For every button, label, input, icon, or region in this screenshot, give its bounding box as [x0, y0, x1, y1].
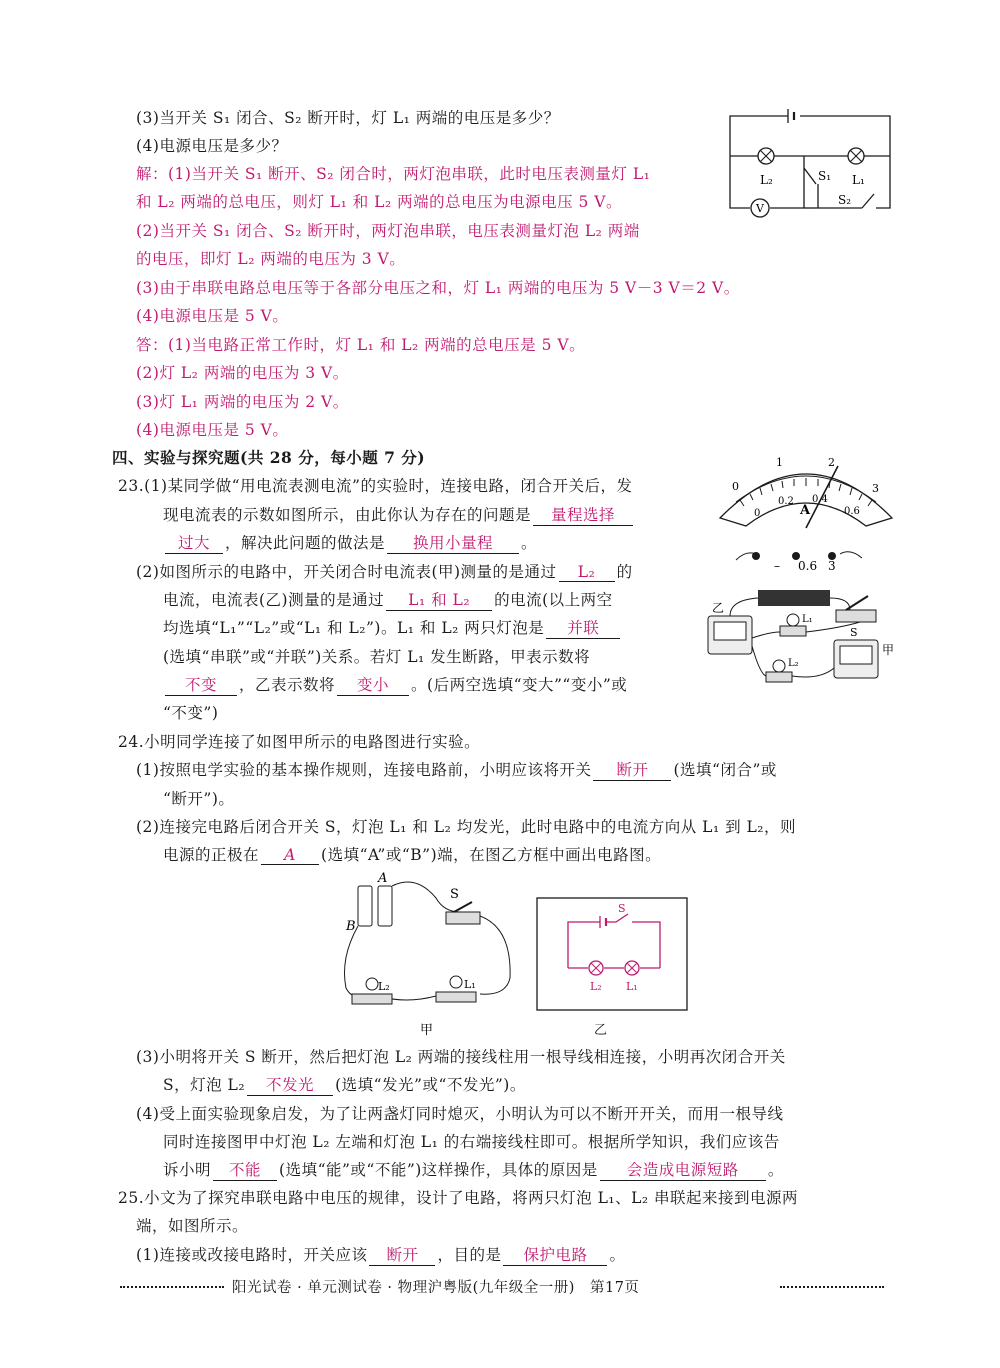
- q24-text-span: (选填“A”或“B”)端，在图乙方框中画出电路图。: [321, 846, 662, 864]
- q23-text-span: 电流，电流表(乙)测量的是通过: [163, 591, 385, 609]
- dial-tick-label: 1: [776, 456, 783, 469]
- q24-text: [163, 843, 661, 865]
- dial-tick-label: 0: [732, 480, 739, 493]
- q24-text: [163, 1158, 784, 1181]
- q25-text-span: (1)连接或改接电路时，开关应该: [136, 1246, 368, 1264]
- battery-icon: [358, 886, 392, 926]
- dial-tick-label: 0: [754, 508, 761, 519]
- q23-text: [163, 531, 537, 554]
- answer-blank: 保护电路: [503, 1243, 607, 1266]
- dial-tick-label: 2: [828, 456, 835, 469]
- voltmeter-label: V: [756, 202, 764, 215]
- q24-text: (2)连接完电路后闭合开关 S，灯泡 L₁ 和 L₂ 均发光，此时电路中的电流方向从 L₁ 到 L₂，则: [136, 818, 797, 836]
- circuit-figure-jia: [336, 868, 516, 1048]
- figure-caption: 乙: [594, 1023, 608, 1036]
- q23-text: [163, 503, 635, 526]
- q23-text: [163, 588, 613, 611]
- q23-text-span: 。: [521, 534, 538, 552]
- q22-circuit-diagram: [722, 108, 902, 224]
- q23-text-span: 均选填“L₁”“L₂”或“L₁ 和 L₂”)。L₁ 和 L₂ 两只灯泡是: [163, 619, 545, 637]
- dial-tick-label: 0.4: [812, 494, 828, 505]
- terminal-label: –: [774, 559, 780, 572]
- q23-text-span: 的: [616, 563, 633, 581]
- lamp-icon: [758, 148, 774, 164]
- switch-label: S: [850, 626, 858, 639]
- answer-blank: 量程选择: [533, 503, 633, 526]
- terminal-a-label: A: [378, 871, 388, 886]
- q22-sol-line: (4)电源电压是 5 V。: [136, 421, 289, 439]
- q23-text-span: 现电流表的示数如图所示，由此你认为存在的问题是: [163, 506, 532, 524]
- q23-text-span: 的电流(以上两空: [494, 591, 613, 609]
- q24-text: [163, 1073, 526, 1096]
- dial-tick-label: 0.2: [778, 496, 794, 507]
- lamp-l2-label: L₂: [788, 658, 799, 669]
- answer-blank: 断开: [369, 1243, 435, 1266]
- q24-text-span: 。: [767, 1161, 784, 1179]
- dial-tick-label: 3: [872, 482, 879, 495]
- answer-blank: 会造成电源短路: [600, 1158, 766, 1181]
- answer-blank: A: [261, 846, 319, 865]
- q22-sol-line: (3)由于串联电路总电压等于各部分电压之和，灯 L₁ 两端的电压为 5 V－3 V＝2 V。: [136, 279, 740, 297]
- switch-label: S: [450, 887, 459, 902]
- q22-sol-line: 和 L₂ 两端的总电压，则灯 L₁ 和 L₂ 两端的总电压为电源电压 5 V。: [136, 193, 622, 211]
- footer-divider: [780, 1286, 884, 1288]
- q24-text: (3)小明将开关 S 断开，然后把灯泡 L₂ 两端的接线柱用一根导线相连接，小明再次闭合开关: [136, 1048, 786, 1066]
- q22-sol-line: (4)电源电压是 5 V。: [136, 307, 289, 325]
- lamp-l1-label: L₁: [802, 614, 813, 625]
- q25-text-span: 。: [609, 1246, 626, 1264]
- switch-label: S: [618, 902, 626, 915]
- ammeter-jia-icon: [834, 640, 878, 678]
- switch-s1-label: S₁: [818, 169, 832, 183]
- q24-text: 同时连接图甲中灯泡 L₂ 左端和灯泡 L₁ 的右端接线柱即可。根据所学知识，我们应该告: [163, 1133, 780, 1151]
- battery-icon: [758, 590, 830, 606]
- answer-blank: 断开: [593, 758, 671, 781]
- q24-text-span: (选填“闭合”或: [673, 761, 777, 779]
- switch-icon: [446, 902, 480, 924]
- lamp-icon: [848, 148, 864, 164]
- page-footer: 阳光试卷 · 单元测试卷 · 物理沪粤版(九年级全一册) 第17页: [232, 1280, 640, 1296]
- q25-text-span: ，目的是: [437, 1246, 502, 1264]
- ammeter-jia-label: 甲: [882, 643, 895, 657]
- answer-blank: 过大: [165, 531, 223, 554]
- q24-text-span: (选填“发光”或“不发光”)。: [335, 1076, 526, 1094]
- q25-text: [136, 1243, 626, 1266]
- q25-text: 端，如图所示。: [136, 1217, 249, 1235]
- parallel-circuit-figure: [700, 588, 900, 700]
- q24-text-span: 诉小明: [163, 1161, 212, 1179]
- dial-unit-label: A: [800, 503, 811, 518]
- lamp-l2-label: L₂: [590, 980, 602, 993]
- lamp-l1-label: L₁: [626, 980, 638, 993]
- terminal-b-label: B: [346, 919, 356, 934]
- lamp-icon: [625, 961, 639, 975]
- answer-blank: 并联: [546, 616, 620, 639]
- footer-divider: [120, 1286, 224, 1288]
- q23-text-span: 。(后两空选填“变大”“变小”或: [411, 676, 628, 694]
- q25-text: 25.小文为了探究串联电路中电压的规律，设计了电路，将两只灯泡 L₁、L₂ 串联起来接到电源两: [118, 1189, 799, 1207]
- switch-s2-label: S₂: [838, 193, 852, 207]
- terminal-icon: [752, 552, 836, 560]
- lamp-icon: [589, 961, 603, 975]
- answer-blank: 不变: [165, 673, 237, 696]
- q22-sol-line: 答：(1)当电路正常工作时，灯 L₁ 和 L₂ 两端的总电压是 5 V。: [136, 336, 586, 354]
- q24-text: 24.小明同学连接了如图甲所示的电路图进行实验。: [118, 733, 481, 751]
- lamp-l1-label: L₁: [464, 978, 476, 991]
- terminal-label: 0.6: [798, 559, 818, 572]
- q24-text-span: (1)按照电学实验的基本操作规则，连接电路前，小明应该将开关: [136, 761, 592, 779]
- q24-text: [136, 758, 777, 781]
- ammeter-dial-figure: [716, 442, 896, 572]
- answer-blank: 变小: [337, 673, 409, 696]
- q22-sol-line: (3)灯 L₁ 两端的电压为 2 V。: [136, 393, 349, 411]
- circuit-figure-yi: [536, 896, 688, 1036]
- ammeter-yi-icon: [708, 616, 752, 654]
- q23-text-span: (2)如图所示的电路中，开关闭合时电流表(甲)测量的是通过: [136, 563, 557, 581]
- answer-blank: 不发光: [247, 1073, 333, 1096]
- section-heading: 四、实验与探究题(共 28 分，每小题 7 分): [112, 448, 426, 467]
- dial-tick-label: 0.6: [844, 506, 860, 517]
- answer-blank: 换用小量程: [387, 531, 519, 554]
- answer-blank: L₁ 和 L₂: [386, 588, 492, 611]
- q22-sol-line: (2)灯 L₂ 两端的电压为 3 V。: [136, 364, 349, 382]
- q23-text: “不变”): [163, 704, 219, 722]
- lamp-l2-label: L₂: [760, 173, 773, 187]
- answer-blank: 不能: [213, 1158, 277, 1181]
- q22-part3: (3)当开关 S₁ 闭合、S₂ 断开时，灯 L₁ 两端的电压是多少？: [136, 109, 560, 127]
- q23-text: [163, 673, 627, 696]
- q23-text: (选填“串联”或“并联”)关系。若灯 L₁ 发生断路，甲表示数将: [163, 648, 591, 666]
- ammeter-yi-label: 乙: [712, 601, 725, 615]
- q24-text: (4)受上面实验现象启发，为了让两盏灯同时熄灭，小明认为可以不断开开关，而用一根导线: [136, 1105, 784, 1123]
- q22-sol-line: (2)当开关 S₁ 闭合、S₂ 断开时，两灯泡串联，电压表测量灯泡 L₂ 两端: [136, 222, 640, 240]
- q23-text-span: ，乙表示数将: [239, 676, 336, 694]
- answer-blank: L₂: [559, 563, 615, 582]
- q22-part4: (4)电源电压是多少？: [136, 137, 288, 155]
- q24-text-span: S，灯泡 L₂: [163, 1076, 246, 1094]
- q24-text-span: 电源的正极在: [163, 846, 260, 864]
- figure-caption: 甲: [420, 1023, 434, 1038]
- lamp-l2-label: L₂: [378, 980, 390, 993]
- q23-text-span: ，解决此问题的做法是: [225, 534, 386, 552]
- terminal-label: 3: [828, 559, 836, 572]
- q24-text: “断开”)。: [163, 790, 235, 808]
- q23-text: [136, 560, 633, 582]
- lamp-l1-label: L₁: [852, 173, 865, 187]
- q22-sol-line: 解：(1)当开关 S₁ 断开、S₂ 闭合时，两灯泡串联，此时电压表测量灯 L₁: [136, 165, 651, 183]
- q22-sol-line: 的电压，即灯 L₂ 两端的电压为 3 V。: [136, 250, 406, 268]
- q24-text-span: (选填“能”或“不能”)这样操作，具体的原因是: [279, 1161, 598, 1179]
- q23-text: 23.(1)某同学做“用电流表测电流”的实验时，连接电路，闭合开关后，发: [118, 477, 633, 495]
- q23-text: [163, 616, 622, 639]
